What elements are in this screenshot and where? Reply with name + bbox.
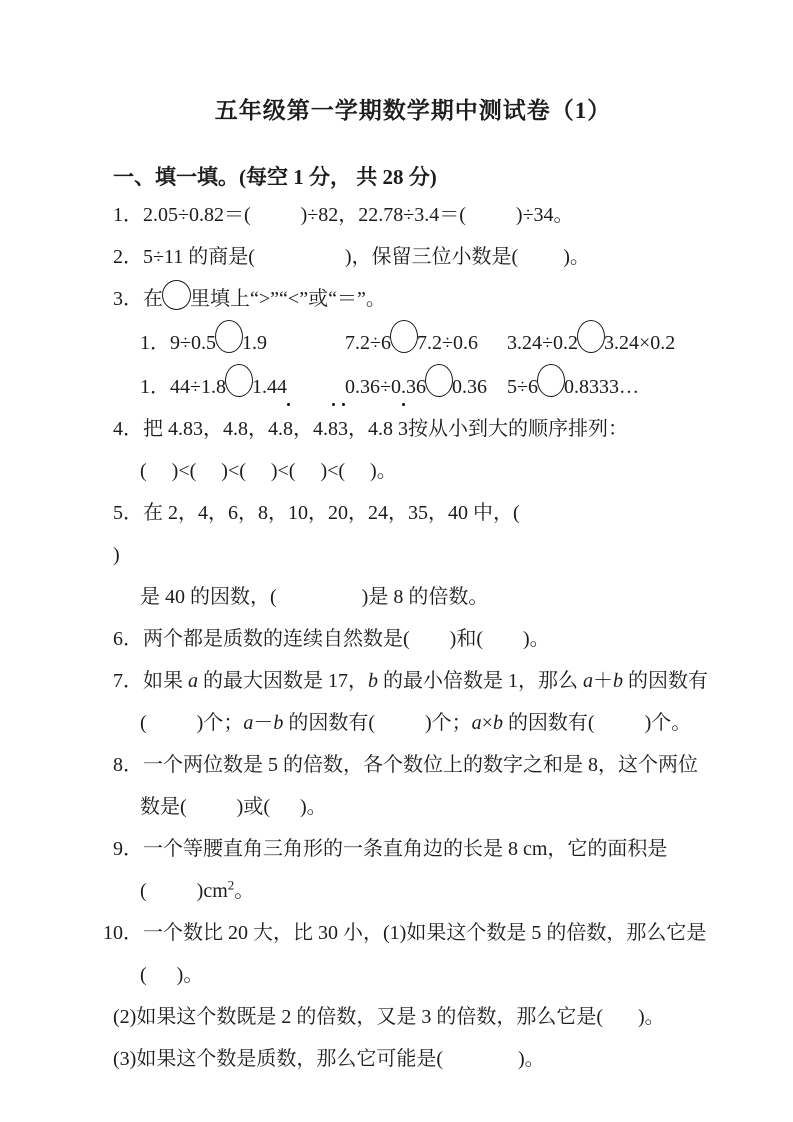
question-9-text: ( )cm <box>140 880 228 902</box>
question-2 <box>113 236 733 278</box>
expression-left: 5÷6 <box>507 376 538 398</box>
question-6-text: 两个都是质数的连续自然数是( )和( )。 <box>143 628 550 650</box>
comparison-item <box>507 364 733 408</box>
expression-left: 0.36÷0.36 <box>345 376 426 398</box>
variable-b: b <box>273 712 284 734</box>
compare-circle-icon <box>215 320 243 353</box>
question-2-number: 2． <box>113 246 143 268</box>
expression-right: 0.8333… <box>563 376 639 398</box>
compare-circle-icon <box>162 280 191 310</box>
superscript-2: 2 <box>227 877 235 893</box>
section-heading: 一、填一填。(每空 1 分， 共 28 分) <box>113 165 437 189</box>
question-3-row-1 <box>140 320 733 364</box>
question-10-line-2: ( )。 <box>140 964 204 986</box>
question-4-text: ，4.8 <box>348 418 398 440</box>
question-7-text: 的最大因数是 17， <box>198 670 368 692</box>
question-7-text: ( )个； <box>140 712 244 734</box>
question-5-text: 在 2，4，6，8，10，20，24，35，40 中，( ) <box>113 502 780 566</box>
variable-a: a <box>243 712 254 734</box>
question-5-line-2: 是 40 的因数，( )是 8 的倍数。 <box>140 586 489 608</box>
variable-a: a <box>188 670 198 692</box>
question-5-number: 5． <box>113 502 143 524</box>
question-9 <box>113 828 733 870</box>
question-8-line-2: 数是( )或( )。 <box>140 796 327 818</box>
question-list <box>103 194 780 1080</box>
repeating-digit: 8 <box>283 408 293 450</box>
repeating-digit: 8 <box>328 408 338 450</box>
comparison-item <box>507 320 733 364</box>
question-7-text: 的因数有 <box>623 670 708 692</box>
variable-a: a <box>471 712 482 734</box>
expression-left: 7.2÷6 <box>345 332 391 354</box>
times-operator: × <box>481 712 493 734</box>
variable-a: a <box>583 670 593 692</box>
question-1-number: 1． <box>113 204 143 226</box>
question-4-text: ，4. <box>293 418 328 440</box>
expression-right: 3.24×0.2 <box>603 332 676 354</box>
question-9-line-2 <box>140 870 733 912</box>
compare-circle-icon <box>225 364 253 397</box>
question-6-number: 6． <box>113 628 143 650</box>
question-3-row-2 <box>140 364 733 408</box>
question-3 <box>113 278 733 320</box>
expression-left: 1．9÷0.5 <box>140 332 216 354</box>
question-4-number: 4． <box>113 418 143 440</box>
expression-left: 1．44÷1.8 <box>140 376 226 398</box>
variable-b: b <box>368 670 378 692</box>
question-9-text: 。 <box>234 880 255 902</box>
expression-right: 7.2÷0.6 <box>416 332 478 354</box>
question-1-text: 2.05÷0.82＝( )÷82，22.78÷3.4＝( )÷34。 <box>143 204 574 226</box>
question-10 <box>103 912 733 954</box>
expression-right: 1.44 <box>251 376 287 398</box>
repeating-digit: 3 <box>338 408 348 450</box>
compare-circle-icon <box>577 320 605 353</box>
question-10-number: 10． <box>103 922 143 944</box>
question-5 <box>113 492 780 576</box>
question-8-text: 一个两位数是 5 的倍数，各个数位上的数字之和是 8，这个两位 <box>143 754 698 776</box>
question-6 <box>113 618 733 660</box>
question-4 <box>113 408 733 450</box>
variable-b: b <box>613 670 623 692</box>
question-4-text: 按从小到大的顺序排列： <box>408 418 628 440</box>
comparison-item <box>345 320 507 364</box>
question-7 <box>113 660 733 702</box>
page-title: 五年级第一学期数学期中测试卷（1） <box>214 98 612 123</box>
question-8-number: 8． <box>113 754 143 776</box>
question-3-number: 3． <box>113 288 143 310</box>
question-4-answer-blanks: ( )<( )<( )<( )<( )。 <box>140 460 397 482</box>
question-7-line-2 <box>140 702 733 744</box>
question-7-text: 的最小倍数是 1，那么 <box>378 670 583 692</box>
question-10-part-2: (2)如果这个数既是 2 的倍数，又是 3 的倍数，那么它是( )。 <box>113 1006 665 1028</box>
question-9-number: 9． <box>113 838 143 860</box>
question-8 <box>113 744 733 786</box>
comparison-item <box>345 364 507 408</box>
question-1 <box>113 194 733 236</box>
question-4-text: 把 4.83，4.8，4. <box>143 418 283 440</box>
expression-left: 3.24÷0.2 <box>507 332 578 354</box>
question-7-text: 的因数有( )个； <box>283 712 472 734</box>
compare-circle-icon <box>425 364 453 397</box>
comparison-item <box>140 364 345 408</box>
question-7-number: 7． <box>113 670 143 692</box>
question-9-text: 一个等腰直角三角形的一条直角边的长是 8 cm，它的面积是 <box>143 838 668 860</box>
minus-operator: － <box>253 712 274 734</box>
question-2-text: 5÷11 的商是( )，保留三位小数是( )。 <box>143 246 590 268</box>
question-7-text: 的因数有( )个。 <box>502 712 692 734</box>
plus-operator: ＋ <box>593 670 613 692</box>
repeating-digit: 3 <box>398 408 408 450</box>
question-3-post-text: 里填上“>”“<”或“＝”。 <box>190 288 386 310</box>
expression-right: 0.36 <box>451 376 487 398</box>
compare-circle-icon <box>537 364 565 397</box>
question-10-text: 一个数比 20 大，比 30 小，(1)如果这个数是 5 的倍数，那么它是 <box>143 922 707 944</box>
compare-circle-icon <box>390 320 418 353</box>
question-3-pre-text: 在 <box>143 288 163 310</box>
question-7-text: 如果 <box>143 670 188 692</box>
variable-b: b <box>492 712 503 734</box>
expression-right: 1.9 <box>241 332 267 354</box>
comparison-item <box>140 320 345 364</box>
question-10-part-3: (3)如果这个数是质数，那么它可能是( )。 <box>113 1048 545 1070</box>
